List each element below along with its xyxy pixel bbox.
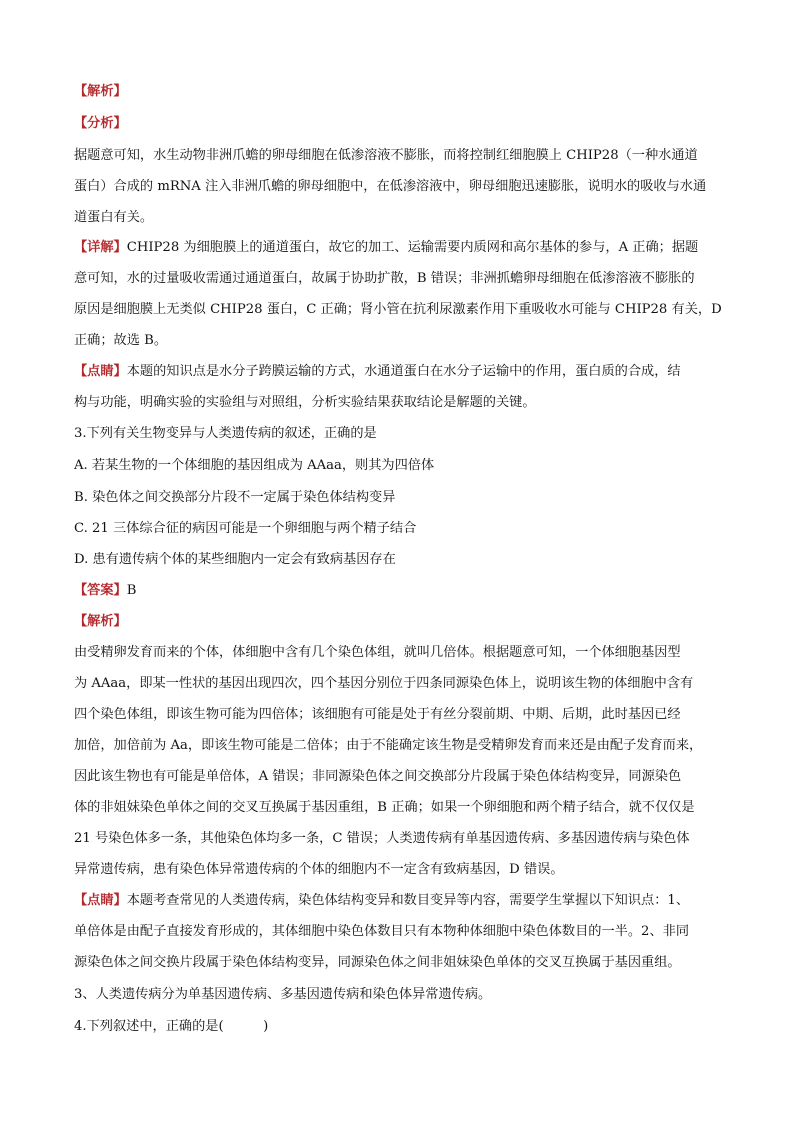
option-a: A. 若某生物的一个体细胞的基因组成为 AAaa，则其为四倍体 bbox=[74, 458, 435, 473]
paragraph-line-detail bbox=[74, 238, 726, 258]
section-text: 本题的知识点是水分子跨膜运输的方式，水通道蛋白在水分子运输中的作用，蛋白质的合成，结 bbox=[126, 364, 681, 379]
paragraph-line: 因此该生物也有可能是单倍体，A 错误；非同源染色体之间交换部分片段属于染色体结构变异，同源染色 bbox=[74, 769, 682, 784]
option-c: C. 21 三体综合征的病因可能是一个卵细胞与两个精子结合 bbox=[74, 521, 417, 536]
paragraph-line: 蛋白）合成的 mRNA 注入非洲爪蟾的卵母细胞中，在低渗溶液中，卵母细胞迅速膨胀，说明水的吸收与水通 bbox=[74, 179, 707, 194]
section-text: 本题考查常见的人类遗传病，染色体结构变异和数目变异等内容，需要学生掌握以下知识点：1、 bbox=[126, 893, 690, 908]
paragraph-line: 四个染色体组，即该生物可能为四倍体；该细胞有可能是处于有丝分裂前期、中期、后期，此时基因已经 bbox=[74, 707, 681, 722]
section-heading-analysis: 【解析】 bbox=[74, 84, 127, 99]
paragraph-line: 单倍体是由配子直接发育形成的，其体细胞中染色体数目只有本物种体细胞中染色体数目的一半。2、非同 bbox=[74, 924, 690, 939]
section-heading-analysis: 【解析】 bbox=[74, 614, 127, 629]
section-heading-fenxi: 【分析】 bbox=[74, 116, 127, 131]
paragraph-line-comment bbox=[74, 891, 726, 911]
question-stem: 3.下列有关生物变异与人类遗传病的叙述，正确的是 bbox=[74, 426, 377, 441]
paragraph-line-comment bbox=[74, 362, 726, 382]
section-text: CHIP28 为细胞膜上的通道蛋白，故它的加工、运输需要内质网和高尔基体的参与，A 正确；据题 bbox=[126, 240, 699, 255]
answer-line bbox=[74, 581, 726, 601]
paragraph-line: 构与功能，明确实验的实验组与对照组，分析实验结果获取结论是解题的关键。 bbox=[74, 395, 536, 410]
paragraph-line: 由受精卵发育而来的个体，体细胞中含有几个染色体组，就叫几倍体。根据题意可知，一个体细胞基因型 bbox=[74, 645, 681, 660]
section-text: B bbox=[126, 583, 137, 598]
option-b: B. 染色体之间交换部分片段不一定属于染色体结构变异 bbox=[74, 490, 396, 505]
question-stem: 4.下列叙述中，正确的是( ) bbox=[74, 1019, 269, 1034]
paragraph-line: 异常遗传病，患有染色体异常遗传病的个体的细胞内不一定含有致病基因，D 错误。 bbox=[74, 862, 564, 877]
paragraph-line: 加倍，加倍前为 Aa，即该生物可能是二倍体；由于不能确定该生物是受精卵发育而来还是由配子发育而来， bbox=[74, 738, 703, 753]
paragraph-line: 体的非姐妹染色单体之间的交叉互换属于基因重组，B 正确；如果一个卵细胞和两个精子结合，就不仅仅是 bbox=[74, 800, 695, 815]
option-d: D. 患有遗传病个体的某些细胞内一定会有致病基因存在 bbox=[74, 552, 396, 567]
paragraph-line: 道蛋白有关。 bbox=[74, 210, 154, 225]
paragraph-line: 为 AAaa，即某一性状的基因出现四次，四个基因分别位于四条同源染色体上，说明该生物的体细胞中含有 bbox=[74, 676, 694, 691]
paragraph-line: 正确；故选 B。 bbox=[74, 333, 168, 348]
paragraph-line: 源染色体之间交换片段属于染色体结构变异，同源染色体之间非姐妹染色单体的交叉互换属于基因重组。 bbox=[74, 955, 681, 970]
paragraph-line: 原因是细胞膜上无类似 CHIP28 蛋白，C 正确；肾小管在抗利尿激素作用下重吸收水可能与 CHIP28 有关，D bbox=[74, 302, 722, 317]
section-tag: 【点睛】 bbox=[74, 893, 127, 908]
paragraph-line: 21 号染色体多一条，其他染色体均多一条，C 错误；人类遗传病有单基因遗传病、多基因遗传病与染色体 bbox=[74, 831, 690, 846]
paragraph-line: 意可知，水的过量吸收需通过通道蛋白，故属于协助扩散，B 错误；非洲抓蟾卵母细胞在低渗溶液不膨胀的 bbox=[74, 271, 695, 286]
section-tag: 【答案】 bbox=[74, 583, 127, 598]
section-tag: 【点睛】 bbox=[74, 364, 127, 379]
paragraph-line: 3、人类遗传病分为单基因遗传病、多基因遗传病和染色体异常遗传病。 bbox=[74, 987, 492, 1002]
paragraph-line: 据题意可知，水生动物非洲爪蟾的卵母细胞在低渗溶液不膨胀，而将控制红细胞膜上 CHIP28（一种水通道 bbox=[74, 148, 698, 163]
section-tag: 【详解】 bbox=[74, 240, 127, 255]
